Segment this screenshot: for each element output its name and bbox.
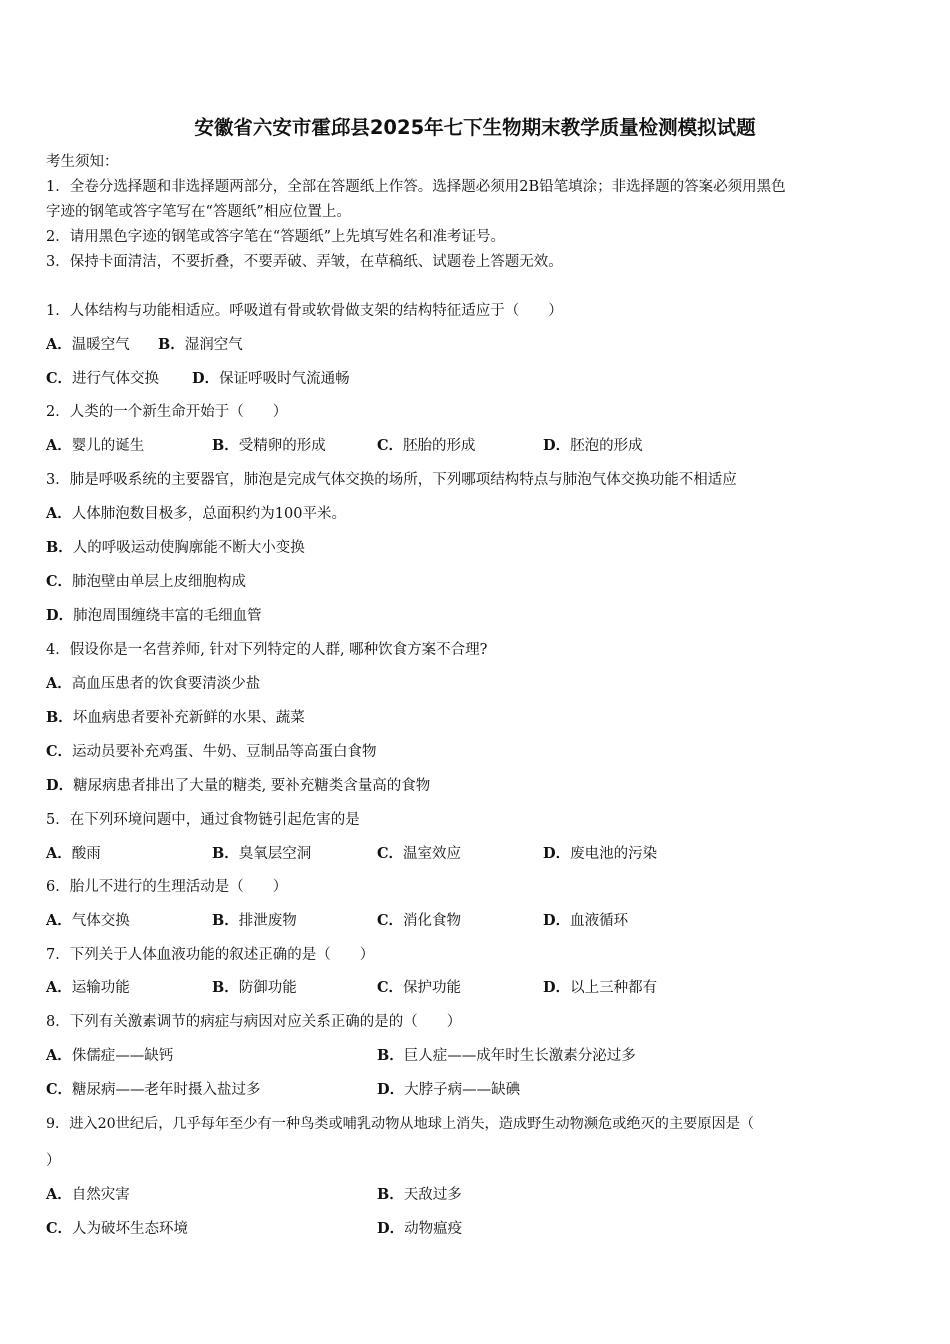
option-b: B．臭氧层空洞	[212, 845, 312, 862]
notice-item-1: 1．全卷分选择题和非选择题两部分，全部在答题纸上作答。选择题必须用2B铅笔填涂；非选择题的答案必须用黑色	[46, 179, 786, 195]
option-d: D．保证呼吸时气流通畅	[192, 370, 350, 387]
option-b: B．人的呼吸运动使胸廓能不断大小变换	[46, 539, 305, 556]
option-d: D．血液循环	[543, 912, 629, 929]
option-c: C．糖尿病——老年时摄入盐过多	[46, 1081, 261, 1098]
option-a: A．侏儒症——缺钙	[46, 1047, 174, 1064]
option-b: B．巨人症——成年时生长激素分泌过多	[377, 1047, 636, 1064]
option-c: C．温室效应	[377, 845, 462, 862]
option-c: C．保护功能	[377, 979, 462, 996]
option-b: B．受精卵的形成	[212, 437, 326, 454]
option-b: B．防御功能	[212, 979, 297, 996]
option-b: B．湿润空气	[158, 336, 243, 353]
option-d: D．胚泡的形成	[543, 437, 643, 454]
question-stem: 9．进入20世纪后，几乎每年至少有一种鸟类或哺乳动物从地球上消失，造成野生动物濒危或绝灭的主要原因是（	[46, 1116, 755, 1132]
option-d: D．以上三种都有	[543, 979, 658, 996]
notice-heading: 考生须知：	[46, 154, 119, 170]
question-stem: 7．下列关于人体血液功能的叙述正确的是（ ）	[46, 947, 375, 963]
option-d: D．废电池的污染	[543, 845, 658, 862]
question-stem: 3．肺是呼吸系统的主要器官，肺泡是完成气体交换的场所，下列哪项结构特点与肺泡气体交换功能不相适应	[46, 472, 737, 488]
question-stem: 5．在下列环境问题中，通过食物链引起危害的是	[46, 812, 360, 828]
question-stem: 8．下列有关激素调节的病症与病因对应关系正确的是的（ ）	[46, 1014, 462, 1030]
option-d: D．肺泡周围缠绕丰富的毛细血管	[46, 607, 262, 624]
question-stem: 1．人体结构与功能相适应。呼吸道有骨或软骨做支架的结构特征适应于（ ）	[46, 303, 563, 319]
option-c: C．运动员要补充鸡蛋、牛奶、豆制品等高蛋白食物	[46, 743, 377, 760]
question-stem: 4．假设你是一名营养师, 针对下列特定的人群, 哪种饮食方案不合理?	[46, 642, 488, 658]
option-a: A．婴儿的诞生	[46, 437, 145, 454]
option-a: A．运输功能	[46, 979, 130, 996]
option-b: B．天敌过多	[377, 1186, 462, 1203]
option-b: B．排泄废物	[212, 912, 297, 929]
option-a: A．酸雨	[46, 845, 101, 862]
notice-item-3: 3．保持卡面清洁，不要折叠，不要弄破、弄皱，在草稿纸、试题卷上答题无效。	[46, 254, 563, 270]
option-d: D．大脖子病——缺碘	[377, 1081, 521, 1098]
option-b: B．坏血病患者要补充新鲜的水果、蔬菜	[46, 709, 305, 726]
question-stem: 2．人类的一个新生命开始于（ ）	[46, 404, 288, 420]
option-c: C．人为破坏生态环境	[46, 1220, 189, 1237]
option-d: D．动物瘟疫	[377, 1220, 463, 1237]
option-d: D．糖尿病患者排出了大量的糖类, 要补充糖类含量高的食物	[46, 777, 431, 794]
option-a: A．高血压患者的饮食要清淡少盐	[46, 675, 261, 692]
option-a: A．人体肺泡数目极多，总面积约为100平米。	[46, 505, 346, 522]
option-a: A．自然灾害	[46, 1186, 130, 1203]
question-stem-cont: ）	[46, 1153, 61, 1169]
notice-item-1-cont: 字迹的钢笔或答字笔写在“答题纸”相应位置上。	[46, 204, 351, 220]
question-stem: 6．胎儿不进行的生理活动是（ ）	[46, 879, 288, 895]
option-c: C．肺泡壁由单层上皮细胞构成	[46, 573, 247, 590]
option-a: A．温暖空气	[46, 336, 130, 353]
option-c: C．进行气体交换	[46, 370, 160, 387]
option-c: C．消化食物	[377, 912, 462, 929]
page-title: 安徽省六安市霍邱县2025年七下生物期末教学质量检测模拟试题	[194, 116, 756, 139]
option-c: C．胚胎的形成	[377, 437, 476, 454]
notice-item-2: 2．请用黑色字迹的钢笔或答字笔在“答题纸”上先填写姓名和准考证号。	[46, 229, 506, 245]
option-a: A．气体交换	[46, 912, 130, 929]
